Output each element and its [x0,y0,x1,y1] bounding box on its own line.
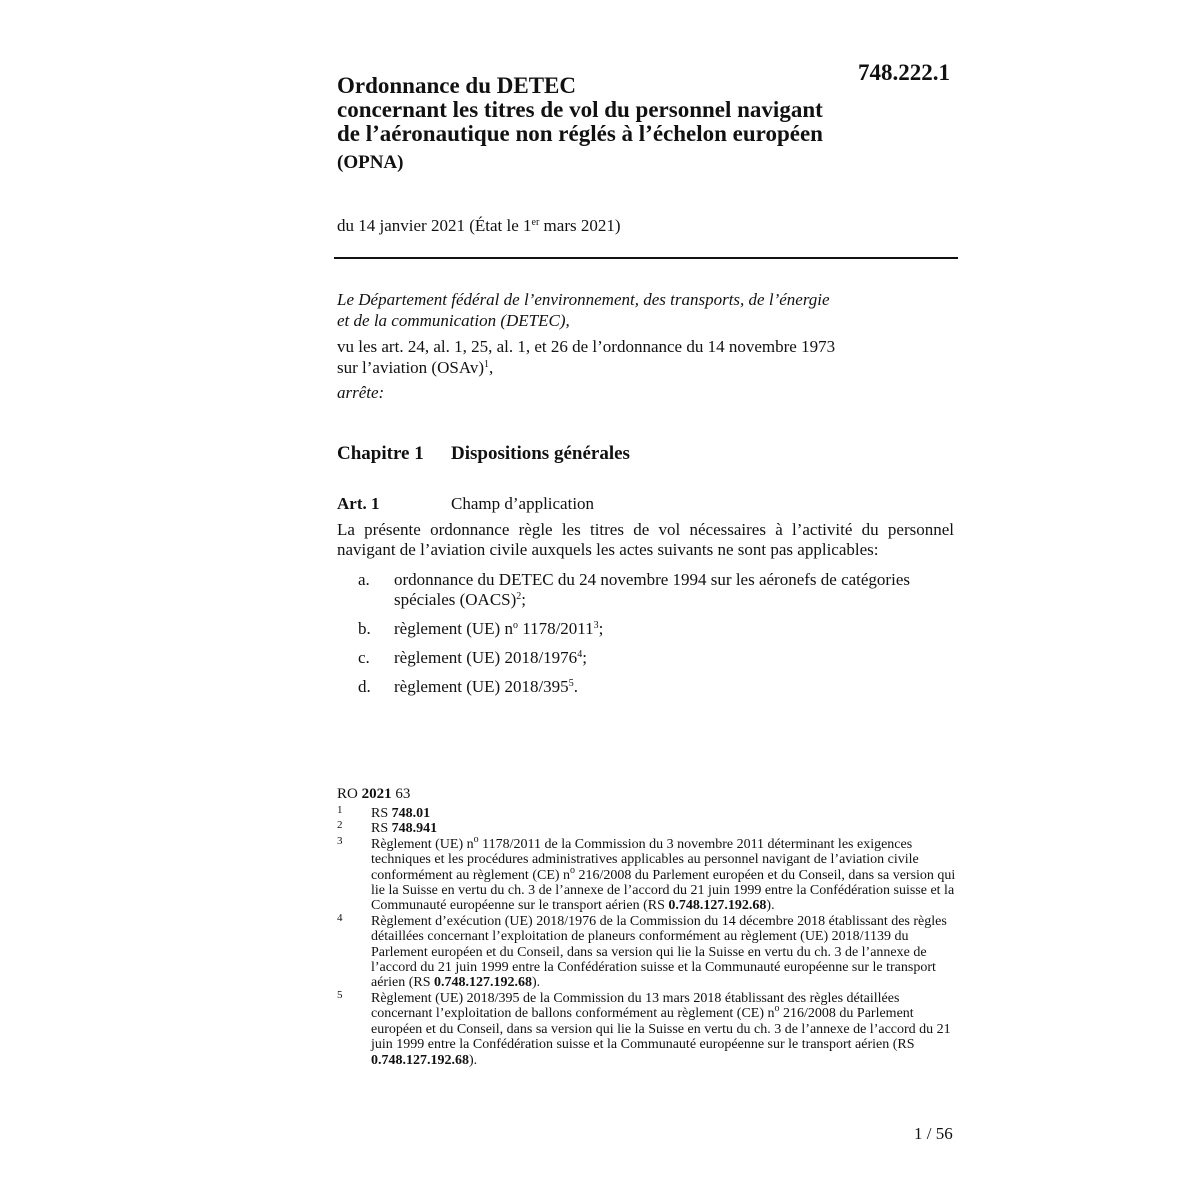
footnote-text: Règlement (UE) 2018/395 de la Commission du 13 mars 2018 établissant des règles détaillées concernant l’exploitation de ballons conformément au règlement (CE) n [371,990,900,1022]
title-line: Ordonnance du DETEC [337,73,577,98]
page-number: 1 / 56 [914,1124,953,1143]
footnote-ref[interactable]: 2 [516,591,522,602]
list-item-text: règlement (UE) 2018/395 [394,677,569,696]
numero-sup: o [774,1003,780,1015]
authority-line: Le Département fédéral de l’environnement, des transports, de l’énergie [337,290,830,309]
decree-word: arrête: [337,383,385,402]
title-line: concernant les titres de vol du personnel navigant [337,97,823,122]
ro-year: 2021 [361,786,392,802]
legal-basis-end: , [489,358,494,377]
list-item-text: 1178/2011 [517,619,594,638]
title-line: de l’aéronautique non réglés à l’échelon européen [337,121,823,146]
footnote-text: RS [371,821,392,837]
authority-line: et de la communication (DETEC), [337,311,570,330]
header-divider [334,257,958,259]
footnotes [337,806,957,1068]
legal-basis-text: sur l’aviation (OSAv) [337,358,484,377]
date-sup: er [531,217,540,228]
footnote-number: 2 [337,819,343,832]
list-item-end: ; [582,648,587,667]
footnote-link[interactable]: 0.748.127.192.68 [433,975,532,991]
date-suffix: mars 2021) [539,216,621,235]
list-item [337,677,954,697]
chapter-title: Dispositions générales [451,443,630,464]
list-item [337,648,954,668]
list-item-end: ; [521,590,527,609]
chapter-number: Chapitre 1 [337,443,424,464]
list-item-label: a. [358,570,370,589]
list-item-label: d. [358,677,371,696]
footnote-link[interactable]: 0.748.127.192.68 [668,898,767,914]
numero-sup: o [473,833,479,845]
footnote-text: RS [371,806,392,821]
footnote-ref[interactable]: 1 [484,359,489,370]
list-item-text: règlement (UE) n [394,619,513,638]
footnote-text: Règlement (UE) n [371,836,474,852]
footnote-text: ). [531,975,541,991]
title-abbreviation: (OPNA) [337,152,404,173]
ro-prefix: RO [337,786,362,802]
footnote-link[interactable]: 748.01 [391,806,431,821]
article-title: Champ d’application [451,494,595,513]
footnote-ref[interactable]: 5 [568,678,574,689]
footnote-ref[interactable]: 3 [593,620,599,631]
article-text: La présente ordonnance règle les titres de vol nécessaires à l’activité du personnel navigant de l’aviation civile auxquels les actes suivants ne sont pas applicables: [337,520,954,559]
list-item-text: règlement (UE) 2018/1976 [394,648,578,667]
footnote-ref[interactable]: 4 [577,649,583,660]
list-item-text: ordonnance du DETEC du 24 novembre 1994 sur les aéronefs de catégories spéciales (OACS) [394,570,910,609]
list-item-end: ; [598,619,604,638]
article-list [337,570,954,706]
document-date [337,216,621,236]
list-item [337,619,954,639]
legal-basis-line [337,357,957,378]
footnote-text: Règlement d’exécution (UE) 2018/1976 de la Commission du 14 décembre 2018 établissant des règles détaillées concernant l’exploitation de planeurs conformément au règlement (UE) 2018/1139 du Parlement européen et du Conseil, dans sa version qui lie la Suisse en vertu du ch. 3 de l’annexe de l’accord du 21 juin 1999 entre la Confédération suisse et la Communauté européenne sur le transport aérien (RS [371,913,947,991]
list-item-label: b. [358,619,371,638]
footnote-text: 216/2008 du Parlement européen et du Conseil, dans sa version qui lie la Suisse en vertu du ch. 3 de l’annexe de l’accord du 21 juin 1999 entre la Confédération suisse et la Communauté européenne sur le transport aérien (RS [371,867,956,914]
article-number: Art. 1 [337,494,380,513]
systematic-number: 748.222.1 [858,60,950,85]
footnote-number: 4 [337,911,343,924]
footnote-number: 3 [337,834,343,847]
footnote [337,988,957,1068]
chapter-heading [337,443,630,465]
footnote-link[interactable]: 0.748.127.192.68 [371,1052,469,1068]
official-compilation-ref [337,786,410,803]
footnote-text: 1178/2011 de la Commission du 3 novembre 2011 déterminant les exigences techniques et les procédures administratives applicables au personnel navigant de l’aviation civile conformément au règlement (CE) n [371,836,919,883]
footnote-text: ). [766,898,775,914]
footnote [337,806,957,821]
numero-sup: o [570,864,576,876]
footnote-number: 1 [337,804,343,816]
legal-basis-line: vu les art. 24, al. 1, 25, al. 1, et 26 de l’ordonnance du 14 novembre 1973 [337,337,836,356]
ro-page: 63 [391,786,411,802]
footnote-text: 216/2008 du Parlement européen et du Conseil, dans sa version qui lie la Suisse en vertu du ch. 3 de l’annexe de l’accord du 21 juin 1999 entre la Confédération suisse et la Communauté européenne sur le transport aérien (RS [371,1006,951,1053]
footnote [337,911,957,991]
numero-sup: o [512,620,518,631]
date-prefix: du 14 janvier 2021 (État le 1 [337,216,532,235]
footnote-number: 5 [337,988,343,1001]
footnote [337,821,957,836]
preamble [337,289,957,403]
article-heading [337,494,594,514]
list-item-label: c. [358,648,370,667]
document-title [337,74,897,175]
footnote-text: ). [469,1052,478,1068]
list-item [337,570,954,610]
list-item-end: . [573,677,578,696]
footnote [337,833,957,914]
footnote-link[interactable]: 748.941 [391,821,438,837]
